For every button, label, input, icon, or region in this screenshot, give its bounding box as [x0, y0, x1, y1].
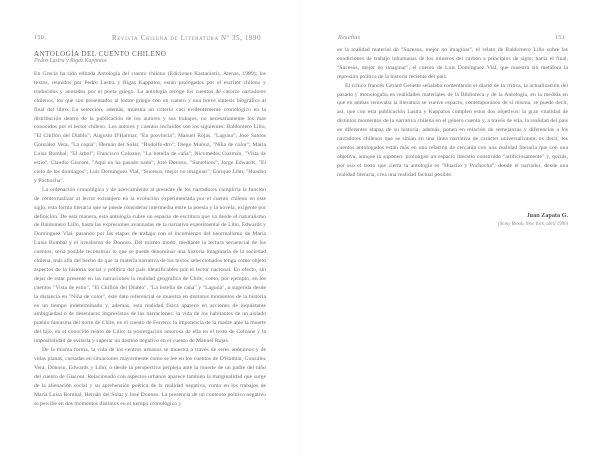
running-head-journal: Revista Chilena de Literatura Nº 35, 1990	[112, 34, 262, 42]
article-title: ANTOLOGÍA DEL CUENTO CHILENO	[34, 50, 167, 58]
page-number: 151	[555, 34, 566, 41]
page-number: 150	[34, 34, 45, 41]
paragraph: De la misma forma, la vida de los centros urbanos se muestra a través de seres anónimos y de vidas planas, cursadas en situaciones mayormente como se lee en los cuentos de D'Halmar, González Vera, Donoso, Edwards y Lihn, o desde la perspectiva perpleja ante la muerte de un padre del niño del cuento de Giaconi. Relacionado con aspectos urbanos aparece también la marginalidad que surge de la alienación social y su aprehensión poética de la realidad negativa, como en los trabajos de María Luisa Bombal, Hernán del Solar y José Donoso. La presencia de un contexto político negativo se percibe en dos momentos distintos en el tiempo cronológico y	[34, 347, 266, 407]
right-body-text	[337, 46, 568, 180]
paragraph: La ordenación cronológica y de acercamiento al presente de los narradores cumpliría la función de contextualizar al lector extranjero en la evolución experimentada por el cuento chileno en este siglo, esta forma literaria que se puede considerar intermedia entre la poesía y la novela, exigente por definición. De esta manera, esta antología cubre un espacio de escritura que va desde el naturalismo de Baldomero Lillo, hasta las expresiones avanzadas de la narrativa experimental de Lihn, Edwards y Domínguez Vial, pasando por las etapas de trabajo con el incomienzo del neorrealismo de María Luisa Bombal y el irrealismo de Donoso. Del mismo modo, mediante la lectura secuencial de los cuentos, sería posible reconstruir lo que se puede denominar una historia imaginaria de la sociedad chilena, más allá del hecho de que la materia narrativa de los textos seleccionados tenga como objeto aspectos de la historia social y política del país identificables por el lector nacional. En efecto, sin dejar de estar presente en las narraciones la realidad geográfica de Chile, como, por ejemplo, en los cuentos "Vista de estío", "El Chiflón del Diablo", "La botella de caña" y "Laguna", o sugerida desde la distancia en "Niña de color", este dato referencial se muestra en distintos momentos de la historia en un tiempo indeterminado y, además, esta realidad física aparece en acciones de inquietante ambigüedad o de desenlaces imprevistos de las narraciones: la vida de los habitantes de un aislado pueblo fantasma del norte de Chile, en el cuento de Ferrero; la impotencia de la madre ante la muerte del hijo, en el conocido relato de Lillo; la postergación amorosa de ella en el texto de Coloane y la imposibilidad de evitarla y superar un destino negativo en el cuento de Manuel Rojas.	[34, 186, 266, 345]
review-affiliation: (Stony Brook, New York, abril 1990)	[498, 222, 568, 227]
left-body-text	[34, 70, 266, 408]
article-authors: Pedro Lastra y Rigas Kappatos	[34, 58, 107, 64]
paragraph: El crítico francés Gérard Genette señalaba comentando el diario de la crítica, la actualización del pasado y monologaba en realidades materiales de la Biblioteca y de la Antología, en la medida en que en ambas renovaba la literatura se vuelve espacio, contemporánea de sí misma, se puede decir, así, que con esta publicación Lastra y Kappatos cumplen estos dos objetivos: la gran vitalidad de distintos momentos de la narrativa chilena en el género cuento y, a través de ella, la realidad del país en diferentes etapas de su historia; además, ponen en relación de semejanzas y diferencias a los narradores chilenos que se sitúan en una línea narrativa de carácter universalizante; es decir, los cuentos antologados están más en una relación de cercanía con una realidad literaria que con una objetiva, aunque la suponen: prolongan un espacio literario construido "artificiosamente" y, quizás, por eso el texto que cierra la antología es "Huacho y Pochocha", donde el narrador, desde una realidad literaria, crea una realidad factual posible.	[337, 82, 568, 178]
right-page	[300, 0, 600, 457]
paragraph: en la realidad material de "Sucesos, mejor no imaginar", el relato de Baldomero Lillo sobre las condiciones de trabajo inhumanas de los mineros del carbón a principios de siglo; hacia el final, "Sucesos, mejor no imaginar", el cuento de Luis Domínguez Vial, que muestra sin metáfora la represión política de la historia reciente del país.	[337, 47, 568, 80]
review-signature: Juan Zapata G.	[526, 212, 568, 219]
running-head-section: Reseñas	[338, 34, 361, 41]
paragraph: En Grecia ha sido editada Antología del cuento chileno (Ediciones Kastaniotis, Atenas, 1989); los textos, reunidos por Pedro Lastra y Rigas Kappatos, están prologados por el escritor chileno y traducidos y anotados por el poeta griego. La antología recoge los cuentos de catorce narradores chilenos, los que son presentados al lector griego con un cuento y una breve síntesis biográfica al final del libro. La selección, además, muestra un criterio casi evidentemente cronológico en la distribución dentro de la publicación de los autores y sus trabajos, no necesariamente los más conocidos por el lector chileno. Los autores y cuentos incluidos son los siguientes: Baldomero Lillo, "El Chiflón del Diablo"; Augusto D'Halmar, "En provincia"; Manuel Rojas, "Laguna"; José Santos González Vera, "La copia"; Hernán del Solar, "Rodolfo-dro"; Diego Muñoz, "Niña de color"; María Luisa Bombal, "El árbol"; Francisco Coloane, "La botella de caña"; Nicomedes Guzmán, "Vista de estío"; Claudio Giaconi, "Aquí no ha pasado nada"; José Donoso, "Santelices"; Jorge Edwards, "El cielo de los domingos"; Luis Domínguez Vial, "Sucesos, mejor no imaginar"; Enrique Lihn, "Huacho y Pochocha".	[34, 71, 266, 184]
